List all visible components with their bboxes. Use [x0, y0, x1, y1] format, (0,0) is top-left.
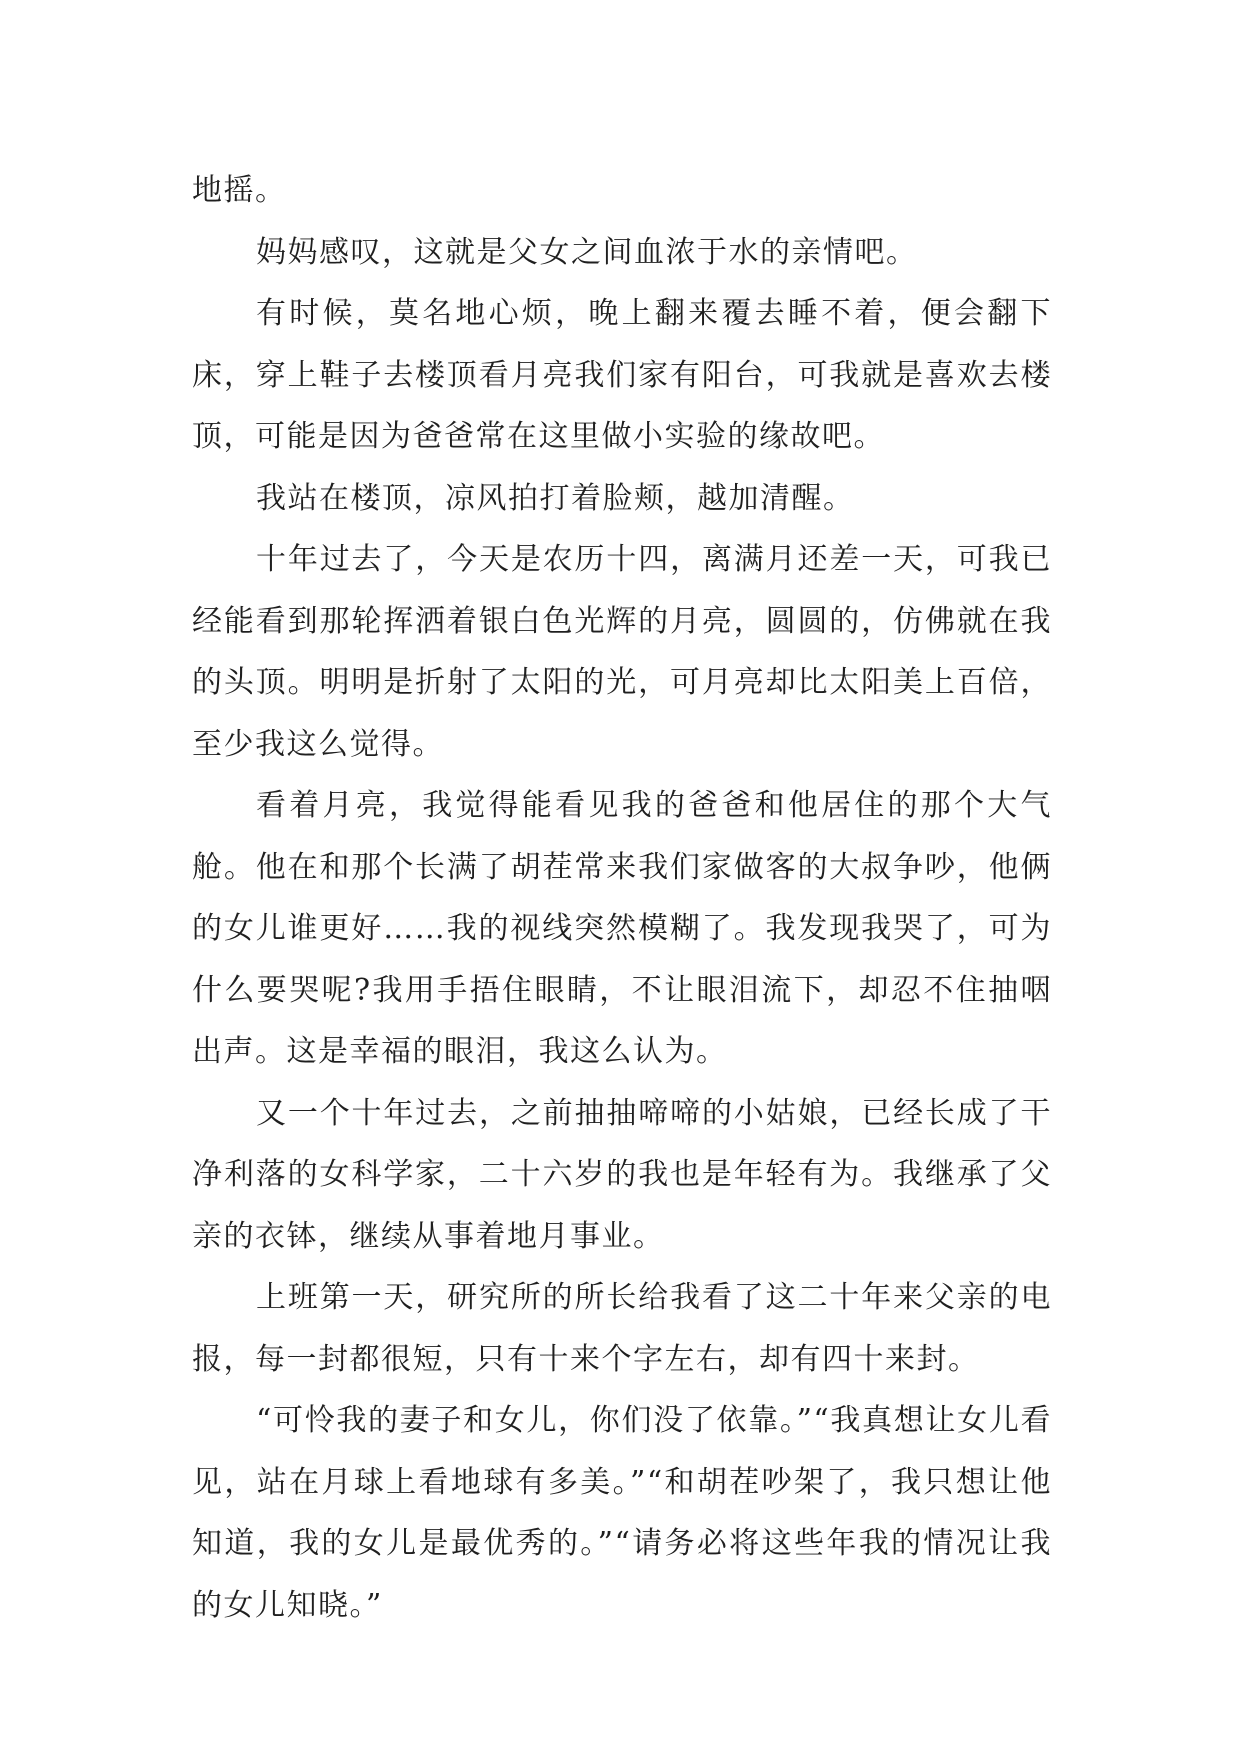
paragraph: 我站在楼顶，凉风拍打着脸颊，越加清醒。 — [256, 480, 855, 516]
paragraph: 上班第一天，研究所的所长给我看了这二十年来父亲的电报，每一封都很短，只有十来个字左右，却有四十来封。 — [192, 1280, 1052, 1377]
body-text — [192, 160, 1052, 1636]
paragraph: 有时候，莫名地心烦，晚上翻来覆去睡不着，便会翻下床，穿上鞋子去楼顶看月亮我们家有阳台，可我就是喜欢去楼顶，可能是因为爸爸常在这里做小实验的缘故吧。 — [192, 296, 1052, 454]
paragraph: 又一个十年过去，之前抽抽啼啼的小姑娘，已经长成了干净利落的女科学家，二十六岁的我也是年轻有为。我继承了父亲的衣钵，继续从事着地月事业。 — [192, 1095, 1052, 1254]
paragraph: 妈妈感叹，这就是父女之间血浓于水的亲情吧。 — [256, 234, 918, 270]
paragraph: “可怜我的妻子和女儿，你们没了依靠。”“我真想让女儿看见，站在月球上看地球有多美。”“和胡茬吵架了，我只想让他知道，我的女儿是最优秀的。”“请务必将这些年我的情况让我的女儿知晓。” — [192, 1403, 1052, 1623]
paragraph: 十年过去了，今天是农历十四，离满月还差一天，可我已经能看到那轮挥洒着银白色光辉的月亮，圆圆的，仿佛就在我的头顶。明明是折射了太阳的光，可月亮却比太阳美上百倍，至少我这么觉得。 — [192, 542, 1052, 762]
paragraph: 地摇。 — [192, 173, 287, 208]
paragraph: 看着月亮，我觉得能看见我的爸爸和他居住的那个大气舱。他在和那个长满了胡茬常来我们家做客的大叔争吵，他俩的女儿谁更好……我的视线突然模糊了。我发现我哭了，可为什么要哭呢?我用手捂住眼睛，不让眼泪流下，却忍不住抽咽出声。这是幸福的眼泪，我这么认为。 — [192, 788, 1052, 1069]
